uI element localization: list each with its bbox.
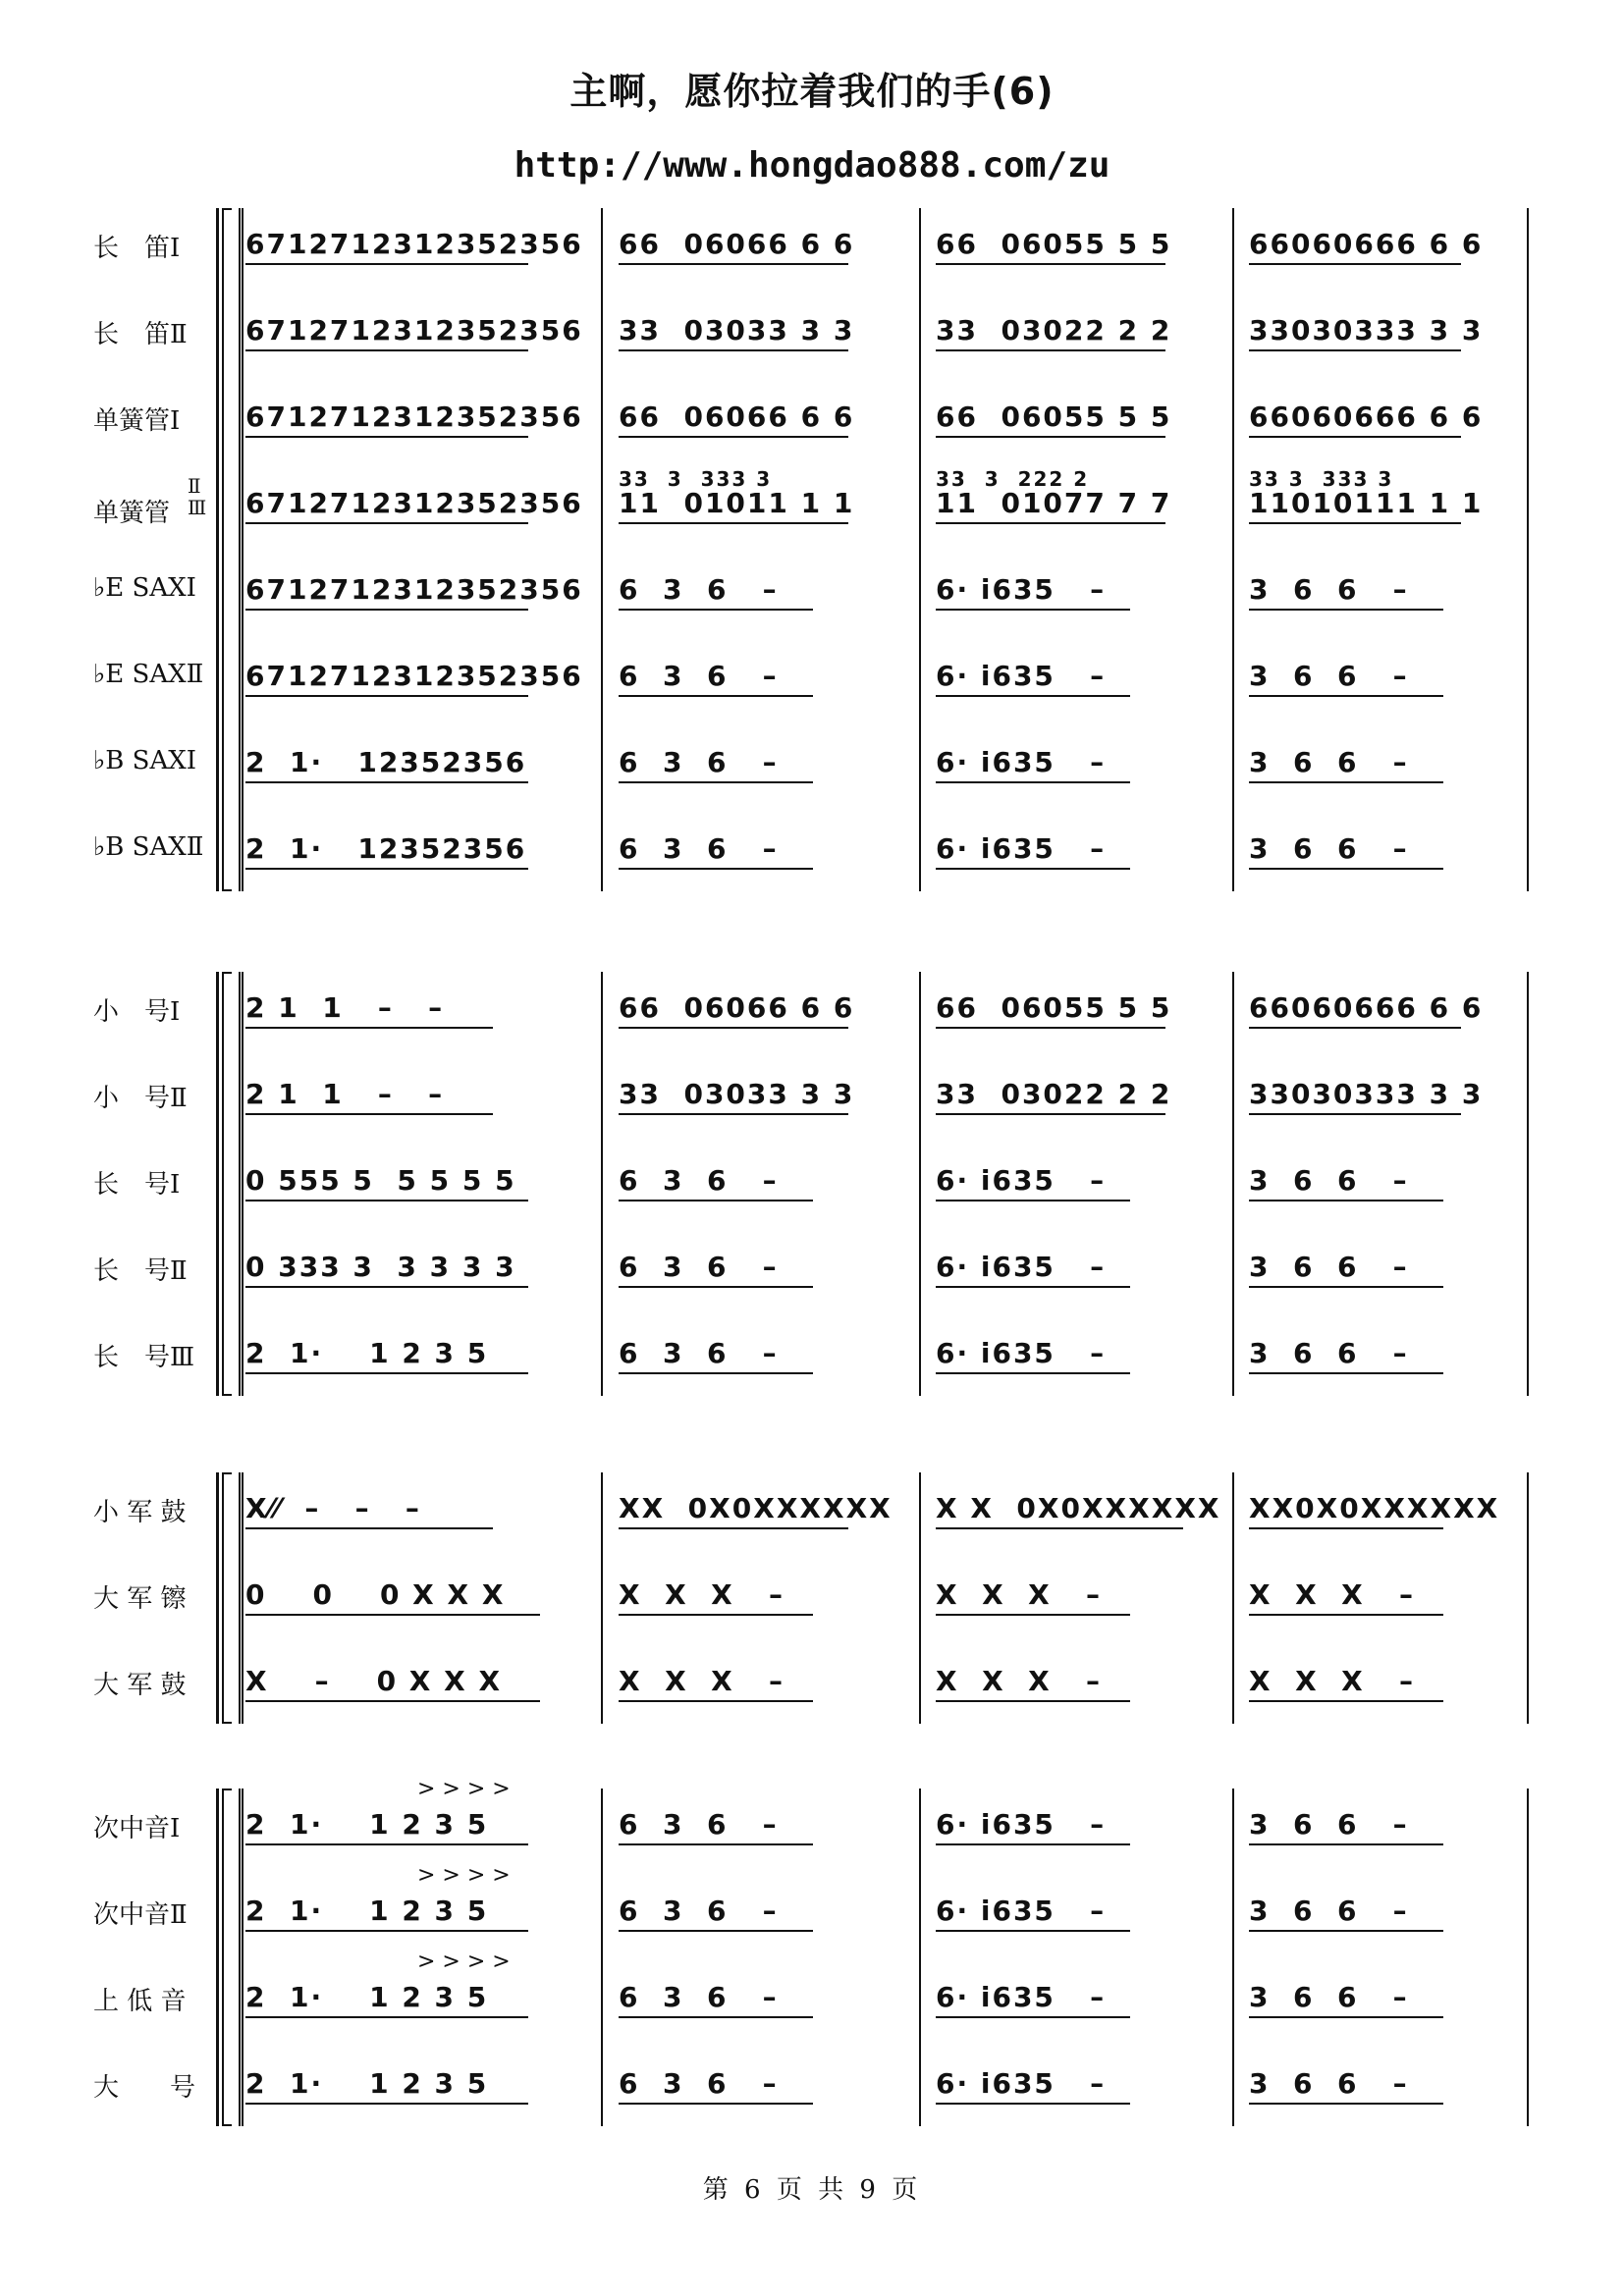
instrument-name: ♭B SAXⅡ <box>93 832 204 862</box>
measure-notes: 11 01011 1 1 <box>619 487 855 519</box>
measure-notes: 0 333 3 3 3 3 3 <box>245 1251 516 1283</box>
measure-notes: 3 6 6 – <box>1249 1808 1409 1841</box>
measure-notes: 6· i635 – <box>936 1808 1107 1841</box>
beam-line <box>619 522 848 524</box>
beam-line <box>245 609 528 611</box>
instrument-name: 次中音Ⅰ <box>93 1814 181 1843</box>
measure-notes: 66060666 6 6 <box>1249 400 1484 433</box>
system-bracket <box>216 972 219 1396</box>
beam-line <box>619 1614 813 1616</box>
instrument-name: 大 军 鼓 <box>93 1671 187 1700</box>
beam-line <box>245 1372 528 1374</box>
system-bracket <box>216 1789 219 2126</box>
barline <box>601 208 603 891</box>
beam-line <box>936 522 1165 524</box>
measure-notes: 2 1· 12352356 <box>245 746 527 778</box>
barline <box>919 208 921 891</box>
measure-notes: X⁄⁄ – – – <box>245 1492 421 1524</box>
instrument-part-number: Ⅱ <box>188 474 201 498</box>
measure-notes: 6 3 6 – <box>619 1251 779 1283</box>
instrument-name: 小 军 鼓 <box>93 1498 187 1527</box>
beam-line <box>245 2016 528 2018</box>
measure-notes: 2 1· 1 2 3 5 <box>245 1808 489 1841</box>
beam-line <box>1249 781 1443 783</box>
measure-notes: 6 3 6 – <box>619 573 779 606</box>
upper-voice-notes: 33 3 333 3 <box>619 467 773 491</box>
beam-line <box>245 522 528 524</box>
beam-line <box>619 1286 813 1288</box>
beam-line <box>1249 2103 1443 2105</box>
measure-notes: X X X – <box>1249 1578 1415 1611</box>
upper-voice-notes: 33 3 222 2 <box>936 467 1090 491</box>
beam-line <box>1249 263 1461 265</box>
measure-notes: 3 6 6 – <box>1249 573 1409 606</box>
accent-marks: > > > > <box>417 1777 511 1801</box>
instrument-name: ♭B SAXⅠ <box>93 746 197 775</box>
beam-line <box>245 1930 528 1932</box>
measure-notes: 6712712312352356 <box>245 228 583 260</box>
system-brace <box>222 1789 232 2126</box>
beam-line <box>619 1843 813 1845</box>
measure-notes: 6· i635 – <box>936 660 1107 692</box>
measure-notes: 66 06055 5 5 <box>936 400 1172 433</box>
measure-notes: 6· i635 – <box>936 832 1107 865</box>
beam-line <box>936 436 1165 438</box>
instrument-name: 小 号Ⅱ <box>93 1084 188 1113</box>
measure-notes: 66 06055 5 5 <box>936 991 1172 1024</box>
beam-line <box>619 781 813 783</box>
measure-notes: XX0X0XXXXXX <box>1249 1492 1500 1524</box>
beam-line <box>936 609 1130 611</box>
measure-notes: 2 1· 1 2 3 5 <box>245 1981 489 2013</box>
beam-line <box>1249 1200 1443 1201</box>
instrument-name <box>93 474 207 528</box>
measure-notes: 0 555 5 5 5 5 5 <box>245 1164 516 1197</box>
measure-notes: 6712712312352356 <box>245 400 583 433</box>
accent-marks: > > > > <box>417 1863 511 1888</box>
beam-line <box>1249 1113 1461 1115</box>
barline <box>1232 1472 1234 1724</box>
beam-line <box>619 436 848 438</box>
beam-line <box>936 1372 1130 1374</box>
measure-notes: 66 06055 5 5 <box>936 228 1172 260</box>
beam-line <box>936 349 1165 351</box>
beam-line <box>619 2103 813 2105</box>
measure-notes: 66 06066 6 6 <box>619 228 855 260</box>
barline <box>1527 972 1529 1396</box>
beam-line <box>1249 1286 1443 1288</box>
instrument-name: 小 号Ⅰ <box>93 997 181 1027</box>
page-title: 主啊，愿你拉着我们的手(6) <box>569 70 1055 113</box>
barline <box>239 1472 244 1724</box>
measure-notes: 6 3 6 – <box>619 1895 779 1927</box>
measure-notes: X X X – <box>1249 1665 1415 1697</box>
instrument-name: ♭E SAXⅠ <box>93 573 196 603</box>
measure-notes: 3 6 6 – <box>1249 660 1409 692</box>
beam-line <box>245 1286 528 1288</box>
barline <box>601 1789 603 2126</box>
measure-notes: 6 3 6 – <box>619 660 779 692</box>
measure-notes: 3 6 6 – <box>1249 1337 1409 1369</box>
measure-notes: 33 03033 3 3 <box>619 314 855 347</box>
beam-line <box>936 1700 1130 1702</box>
beam-line <box>936 1200 1130 1201</box>
beam-line <box>936 1930 1130 1932</box>
beam-line <box>245 695 528 697</box>
instrument-name: 次中音Ⅱ <box>93 1900 188 1930</box>
beam-line <box>936 1113 1165 1115</box>
measure-notes: 33 03022 2 2 <box>936 1078 1172 1110</box>
barline <box>919 972 921 1396</box>
beam-line <box>936 1286 1130 1288</box>
measure-notes: X X X – <box>936 1665 1102 1697</box>
measure-notes: 3 6 6 – <box>1249 1164 1409 1197</box>
measure-notes: 33 03033 3 3 <box>619 1078 855 1110</box>
instrument-name: 长 笛Ⅱ <box>93 320 188 349</box>
measure-notes: 3 6 6 – <box>1249 1251 1409 1283</box>
beam-line <box>619 349 848 351</box>
beam-line <box>936 1843 1130 1845</box>
beam-line <box>619 1200 813 1201</box>
beam-line <box>936 263 1165 265</box>
beam-line <box>936 868 1130 870</box>
measure-notes: 66060666 6 6 <box>1249 991 1484 1024</box>
measure-notes: 2 1· 12352356 <box>245 832 527 865</box>
measure-notes: 6· i635 – <box>936 1164 1107 1197</box>
beam-line <box>245 1527 493 1529</box>
measure-notes: X X 0X0XXXXXX <box>936 1492 1221 1524</box>
measure-notes: 2 1· 1 2 3 5 <box>245 1895 489 1927</box>
instrument-name: 上 低 音 <box>93 1987 187 2016</box>
beam-line <box>245 1700 540 1702</box>
measure-notes: X – 0 X X X <box>245 1665 503 1697</box>
barline <box>1527 1472 1529 1724</box>
beam-line <box>619 2016 813 2018</box>
system-bracket <box>216 208 219 891</box>
system-bracket <box>216 1472 219 1724</box>
measure-notes: 3 6 6 – <box>1249 832 1409 865</box>
measure-notes: 6712712312352356 <box>245 573 583 606</box>
page-number: 第 6 页 共 9 页 <box>702 2175 922 2205</box>
barline <box>239 972 244 1396</box>
instrument-part-number: Ⅲ <box>188 496 207 519</box>
instrument-name: 长 笛Ⅰ <box>93 234 181 263</box>
measure-notes: 11010111 1 1 <box>1249 487 1484 519</box>
instrument-name: 大 军 镲 <box>93 1584 187 1614</box>
instrument-name: ♭E SAXⅡ <box>93 660 204 689</box>
barline <box>601 972 603 1396</box>
beam-line <box>1249 868 1443 870</box>
barline <box>601 1472 603 1724</box>
beam-line <box>245 1614 540 1616</box>
beam-line <box>245 1027 493 1029</box>
beam-line <box>936 781 1130 783</box>
beam-line <box>1249 349 1461 351</box>
measure-notes: 33 03022 2 2 <box>936 314 1172 347</box>
beam-line <box>245 349 528 351</box>
beam-line <box>1249 1843 1443 1845</box>
measure-notes: 6712712312352356 <box>245 660 583 692</box>
measure-notes: 6· i635 – <box>936 2067 1107 2100</box>
measure-notes: 6· i635 – <box>936 573 1107 606</box>
beam-line <box>245 868 528 870</box>
measure-notes: X X X – <box>619 1665 785 1697</box>
barline <box>1232 972 1234 1396</box>
accent-marks: > > > > <box>417 1949 511 1974</box>
beam-line <box>1249 609 1443 611</box>
measure-notes: 2 1 1 – – <box>245 991 445 1024</box>
beam-line <box>619 1027 848 1029</box>
beam-line <box>619 1527 848 1529</box>
barline <box>1232 208 1234 891</box>
beam-line <box>619 609 813 611</box>
beam-line <box>936 2103 1130 2105</box>
beam-line <box>1249 1527 1443 1529</box>
beam-line <box>619 1700 813 1702</box>
beam-line <box>245 2103 528 2105</box>
system-brace <box>222 1472 232 1724</box>
measure-notes: 3 6 6 – <box>1249 1981 1409 2013</box>
beam-line <box>1249 522 1461 524</box>
beam-line <box>245 263 528 265</box>
measure-notes: 6 3 6 – <box>619 1337 779 1369</box>
measure-notes: 6 3 6 – <box>619 1164 779 1197</box>
beam-line <box>1249 1027 1461 1029</box>
beam-line <box>245 436 528 438</box>
measure-notes: 0 0 0 X X X <box>245 1578 506 1611</box>
barline <box>239 208 244 891</box>
measure-notes: 11 01077 7 7 <box>936 487 1172 519</box>
beam-line <box>1249 1700 1443 1702</box>
measure-notes: 6 3 6 – <box>619 746 779 778</box>
instrument-name: 大 号 <box>93 2073 196 2103</box>
beam-line <box>1249 1614 1443 1616</box>
beam-line <box>245 1843 528 1845</box>
beam-line <box>619 263 848 265</box>
beam-line <box>245 1113 493 1115</box>
measure-notes: 2 1· 1 2 3 5 <box>245 1337 489 1369</box>
barline <box>919 1789 921 2126</box>
beam-line <box>1249 1372 1443 1374</box>
beam-line <box>245 781 528 783</box>
measure-notes: X X X – <box>936 1578 1102 1611</box>
beam-line <box>936 1027 1165 1029</box>
measure-notes: 6712712312352356 <box>245 487 583 519</box>
beam-line <box>619 868 813 870</box>
beam-line <box>1249 695 1443 697</box>
measure-notes: 3 6 6 – <box>1249 1895 1409 1927</box>
beam-line <box>619 695 813 697</box>
measure-notes: 6· i635 – <box>936 1251 1107 1283</box>
measure-notes: 6· i635 – <box>936 746 1107 778</box>
measure-notes: 6712712312352356 <box>245 314 583 347</box>
measure-notes: 66060666 6 6 <box>1249 228 1484 260</box>
measure-notes: 66 06066 6 6 <box>619 991 855 1024</box>
instrument-name: 长 号Ⅲ <box>93 1343 195 1372</box>
measure-notes: 66 06066 6 6 <box>619 400 855 433</box>
instrument-name-text: 单簧管 <box>93 499 171 528</box>
measure-notes: 33030333 3 3 <box>1249 1078 1484 1110</box>
system-brace <box>222 972 232 1396</box>
barline <box>1527 1789 1529 2126</box>
measure-notes: 6 3 6 – <box>619 2067 779 2100</box>
measure-notes: 2 1 1 – – <box>245 1078 445 1110</box>
beam-line <box>1249 2016 1443 2018</box>
beam-line <box>936 695 1130 697</box>
measure-notes: 6 3 6 – <box>619 832 779 865</box>
instrument-name: 单簧管Ⅰ <box>93 406 181 436</box>
beam-line <box>936 1527 1183 1529</box>
measure-notes: 33030333 3 3 <box>1249 314 1484 347</box>
barline <box>919 1472 921 1724</box>
instrument-name: 长 号Ⅱ <box>93 1256 188 1286</box>
instrument-name: 长 号Ⅰ <box>93 1170 181 1200</box>
beam-line <box>619 1372 813 1374</box>
source-url: http://www.hongdao888.com/zu <box>514 145 1110 186</box>
measure-notes: 6· i635 – <box>936 1895 1107 1927</box>
measure-notes: 3 6 6 – <box>1249 2067 1409 2100</box>
measure-notes: 6· i635 – <box>936 1337 1107 1369</box>
upper-voice-notes: 33 3 333 3 <box>1249 467 1394 491</box>
beam-line <box>1249 1930 1443 1932</box>
beam-line <box>619 1930 813 1932</box>
beam-line <box>1249 436 1461 438</box>
measure-notes: 3 6 6 – <box>1249 746 1409 778</box>
measure-notes: X X X – <box>619 1578 785 1611</box>
measure-notes: 6· i635 – <box>936 1981 1107 2013</box>
barline <box>1527 208 1529 891</box>
beam-line <box>245 1200 528 1201</box>
barline <box>1232 1789 1234 2126</box>
measure-notes: 6 3 6 – <box>619 1981 779 2013</box>
beam-line <box>936 1614 1130 1616</box>
measure-notes: 2 1· 1 2 3 5 <box>245 2067 489 2100</box>
system-brace <box>222 208 232 891</box>
beam-line <box>936 2016 1130 2018</box>
measure-notes: 6 3 6 – <box>619 1808 779 1841</box>
barline <box>239 1789 244 2126</box>
measure-notes: XX 0X0XXXXXX <box>619 1492 893 1524</box>
beam-line <box>619 1113 848 1115</box>
